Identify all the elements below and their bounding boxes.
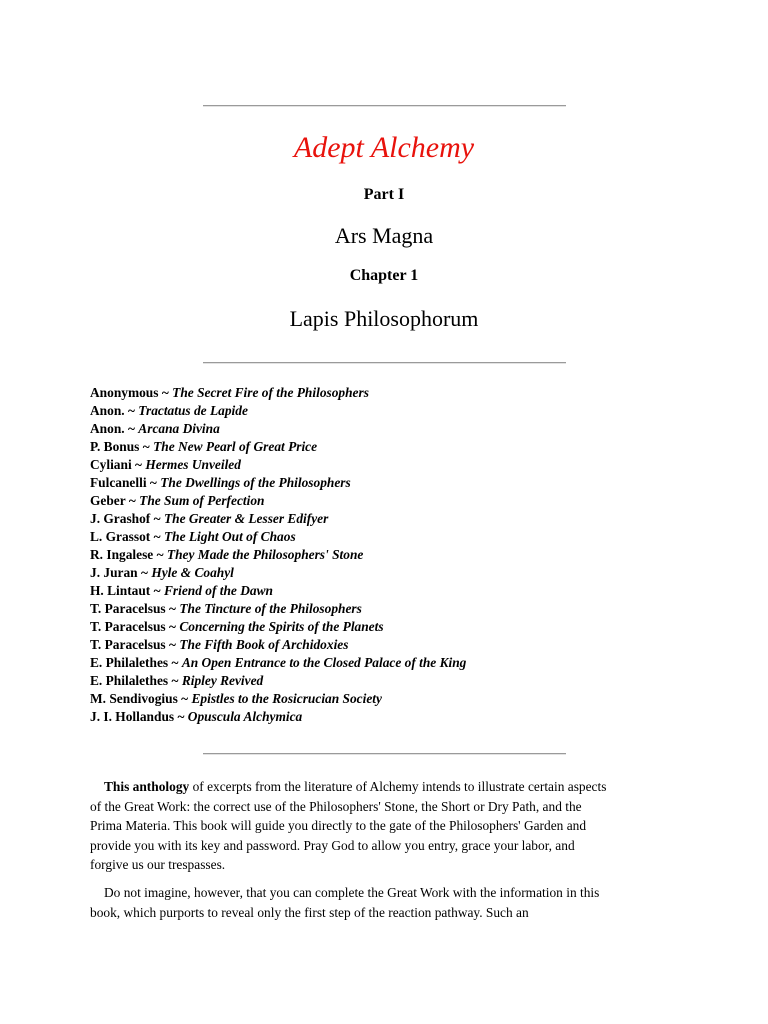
source-entry [90,384,466,402]
source-work-title: The Tincture of the Philosophers [179,601,362,616]
source-author: P. Bonus [90,439,140,454]
source-separator: ~ [177,709,185,724]
source-entry [90,690,466,708]
source-entry [90,636,466,654]
source-separator: ~ [171,655,179,670]
source-author: R. Ingalese [90,547,154,562]
top-divider [203,105,566,107]
source-author: Cyliani [90,457,132,472]
source-separator: ~ [127,403,135,418]
source-author: H. Lintaut [90,583,151,598]
source-author: Anon. [90,403,125,418]
source-work-title: The Greater & Lesser Edifyer [163,511,329,526]
source-work-title: An Open Entrance to the Closed Palace of the King [181,655,467,670]
source-author: Anon. [90,421,125,436]
source-entry [90,546,466,564]
paragraph-line: forgive us our trespasses. [90,857,226,872]
source-work-title: The Sum of Perfection [139,493,265,508]
source-author: J. Juran [90,565,138,580]
source-separator: ~ [128,493,136,508]
lower-divider [203,753,566,755]
source-author: T. Paracelsus [90,637,166,652]
chapter-title: Lapis Philosophorum [289,306,479,331]
source-work-title: Ripley Revived [181,673,264,688]
source-entry [90,474,466,492]
paragraph-line: book, which purports to reveal only the first step of the reaction pathway. Such an [90,904,529,920]
source-separator: ~ [142,439,150,454]
source-separator: ~ [161,385,169,400]
source-entry [90,654,466,672]
source-entry [90,420,466,438]
paragraph-line: of the Great Work: the correct use of the Philosophers' Stone, the Short or Dry Path, and the [90,798,582,814]
source-separator: ~ [168,601,176,616]
source-separator: ~ [168,619,176,634]
source-entry [90,708,466,726]
sources-list [90,384,466,726]
source-separator: ~ [181,691,189,706]
source-work-title: Epistles to the Rosicrucian Society [191,691,382,706]
paragraph-line: provide you with its key and password. Pray God to allow you entry, grace your labor, and [90,837,575,853]
source-work-title: The Secret Fire of the Philosophers [172,385,369,400]
paragraph-line: Do not imagine, however, that you can complete the Great Work with the information in this [104,885,600,900]
source-author: J. I. Hollandus [90,709,175,724]
source-author: T. Paracelsus [90,601,166,616]
source-separator: ~ [171,673,179,688]
source-separator: ~ [135,457,142,472]
paragraph-line [90,777,690,797]
source-author: J. Grashof [90,511,151,526]
source-entry [90,510,466,528]
source-author: L. Grassot [90,529,151,544]
source-work-title: Hermes Unveiled [145,457,241,472]
source-separator: ~ [127,421,135,436]
source-entry [90,492,466,510]
source-work-title: Arcana Divina [138,421,220,436]
source-separator: ~ [168,637,176,652]
source-work-title: Concerning the Spirits of the Planets [179,619,384,634]
source-work-title: Friend of the Dawn [163,583,273,598]
part-label: Part I [363,186,405,203]
source-author: Fulcanelli [90,475,147,490]
source-separator: ~ [153,529,161,544]
second-paragraph [90,883,690,922]
source-separator: ~ [149,475,157,490]
source-author: T. Paracelsus [90,619,166,634]
source-entry [90,618,466,636]
paragraph-line: Prima Materia. This book will guide you directly to the gate of the Philosophers' Garden and [90,818,587,833]
source-entry [90,564,466,582]
source-work-title: The Dwellings of the Philosophers [160,475,351,490]
source-work-title: The Light Out of Chaos [163,529,296,544]
source-work-title: Opuscula Alchymica [187,709,303,724]
source-work-title: The New Pearl of Great Price [153,439,318,454]
source-entry [90,672,466,690]
lead-phrase: This anthology [104,779,190,794]
middle-divider [203,362,566,364]
source-separator: ~ [140,565,148,580]
source-entry [90,528,466,546]
source-work-title: Tractatus de Lapide [138,403,248,418]
source-entry [90,456,466,474]
section-title: Ars Magna [334,223,434,248]
source-work-title: Hyle & Coahyl [151,565,234,580]
source-author: M. Sendivogius [90,691,178,706]
source-work-title: The Fifth Book of Archidoxies [179,637,349,652]
source-author: E. Philalethes [90,673,169,688]
source-entry [90,438,466,456]
source-entry [90,600,466,618]
source-entry [90,402,466,420]
source-entry [90,582,466,600]
chapter-label: Chapter 1 [349,267,419,284]
source-author: Anonymous [90,385,159,400]
source-separator: ~ [156,547,164,562]
source-author: E. Philalethes [90,655,169,670]
source-work-title: They Made the Philosophers' Stone [166,547,364,562]
line-text: of excerpts from the literature of Alchemy intends to illustrate certain aspects [189,779,607,794]
intro-paragraph [90,777,690,875]
source-separator: ~ [153,511,161,526]
source-separator: ~ [153,583,161,598]
book-title: Adept Alchemy [293,131,475,164]
source-author: Geber [90,493,126,508]
